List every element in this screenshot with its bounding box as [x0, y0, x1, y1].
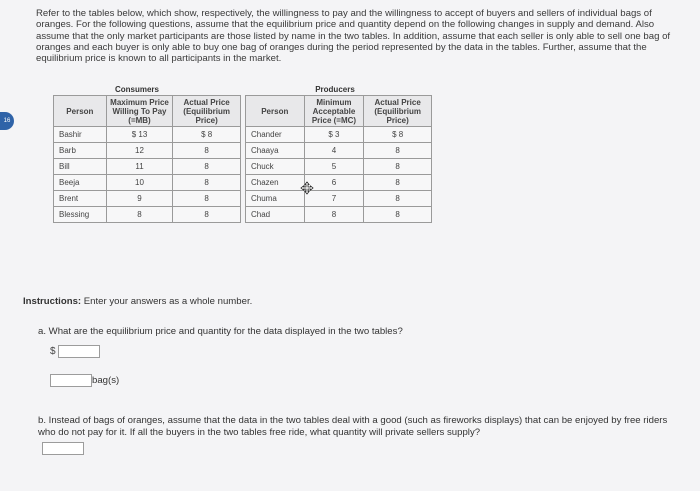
producer-min-price: 7 [304, 191, 364, 207]
consumers-title: Consumers [114, 85, 159, 94]
price-dollar-sign: $ [50, 346, 56, 357]
producer-name: Chaaya [246, 143, 305, 159]
table-row [54, 143, 241, 159]
consumer-actual-price: 8 [173, 159, 241, 175]
move-cursor-icon [300, 181, 314, 195]
equilibrium-quantity-input[interactable] [50, 374, 92, 387]
producer-actual-price: 8 [364, 159, 432, 175]
table-row [246, 175, 432, 191]
producer-min-price: 8 [304, 207, 364, 223]
consumer-actual-price: 8 [173, 175, 241, 191]
producer-actual-price: 8 [364, 175, 432, 191]
consumer-name: Beeja [54, 175, 107, 191]
producer-actual-price: 8 [364, 191, 432, 207]
free-rider-quantity-input[interactable] [42, 442, 84, 455]
producer-name: Chazen [246, 175, 305, 191]
consumer-actual-price: $ 8 [173, 127, 241, 143]
table-row [54, 207, 241, 223]
table-row [246, 127, 432, 143]
producers-table [245, 95, 432, 223]
producers-header-actual-price: Actual Price (Equilibrium Price) [364, 96, 432, 127]
producer-min-price: 5 [304, 159, 364, 175]
consumer-max-price: 10 [106, 175, 173, 191]
table-row [54, 191, 241, 207]
producer-actual-price: 8 [364, 207, 432, 223]
consumer-max-price: 11 [106, 159, 173, 175]
consumer-name: Barb [54, 143, 107, 159]
producer-name: Chuma [246, 191, 305, 207]
equilibrium-price-input[interactable] [58, 345, 100, 358]
consumers-header-max-price: Maximum Price Willing To Pay (=MB) [106, 96, 173, 127]
consumer-actual-price: 8 [173, 191, 241, 207]
question-number-badge: 16 [0, 112, 14, 130]
consumers-table [53, 95, 241, 223]
producer-min-price: $ 3 [304, 127, 364, 143]
instructions-label: Instructions: [23, 296, 82, 307]
consumer-name: Blessing [54, 207, 107, 223]
consumer-name: Brent [54, 191, 107, 207]
consumer-max-price: 8 [106, 207, 173, 223]
instructions-text: Enter your answers as a whole number. [81, 296, 253, 307]
producer-min-price: 4 [304, 143, 364, 159]
producers-header-min-price: Minimum Acceptable Price (=MC) [304, 96, 364, 127]
producer-name: Chad [246, 207, 305, 223]
question-b-text: b. Instead of bags of oranges, assume that the data in the two tables deal with a good (such as fireworks displays) that can be enjoyed by free riders who do not pay for it. If all the buyers in the two tables free ride, what quantity will private sellers supply? [38, 415, 668, 438]
producer-min-price: 6 [304, 175, 364, 191]
table-row [54, 159, 241, 175]
consumer-name: Bill [54, 159, 107, 175]
producers-header-person: Person [246, 96, 305, 127]
producer-name: Chuck [246, 159, 305, 175]
consumers-header-actual-price: Actual Price (Equilibrium Price) [173, 96, 241, 127]
table-row [54, 175, 241, 191]
table-row [246, 143, 432, 159]
consumers-header-person: Person [54, 96, 107, 127]
consumer-actual-price: 8 [173, 207, 241, 223]
table-row [54, 127, 241, 143]
table-row [246, 159, 432, 175]
producers-title: Producers [315, 85, 355, 94]
producer-actual-price: $ 8 [364, 127, 432, 143]
quantity-unit-label: bag(s) [92, 375, 120, 386]
consumer-max-price: $ 13 [106, 127, 173, 143]
consumer-name: Bashir [54, 127, 107, 143]
instructions [23, 296, 252, 307]
consumer-max-price: 9 [106, 191, 173, 207]
table-row [246, 191, 432, 207]
producer-name: Chander [246, 127, 305, 143]
intro-paragraph: Refer to the tables below, which show, respectively, the willingness to pay and the willingness to accept of buyers and sellers of individual bags of oranges. For the following questions, assume that the equilibrium price and quantity depend on the following changes in supply and demand. Also assume that the only market participants are those listed by name in the two tables. In addition, assume that each seller is only able to sell one bag of oranges and each buyer is only able to buy one bag of oranges during the period represented by the data in the tables. Further, assume that the equilibrium price is known to all participants in the market. [36, 8, 671, 65]
question-a-text: a. What are the equilibrium price and quantity for the data displayed in the two tables? [38, 326, 403, 337]
consumer-actual-price: 8 [173, 143, 241, 159]
consumer-max-price: 12 [106, 143, 173, 159]
table-row [246, 207, 432, 223]
producer-actual-price: 8 [364, 143, 432, 159]
